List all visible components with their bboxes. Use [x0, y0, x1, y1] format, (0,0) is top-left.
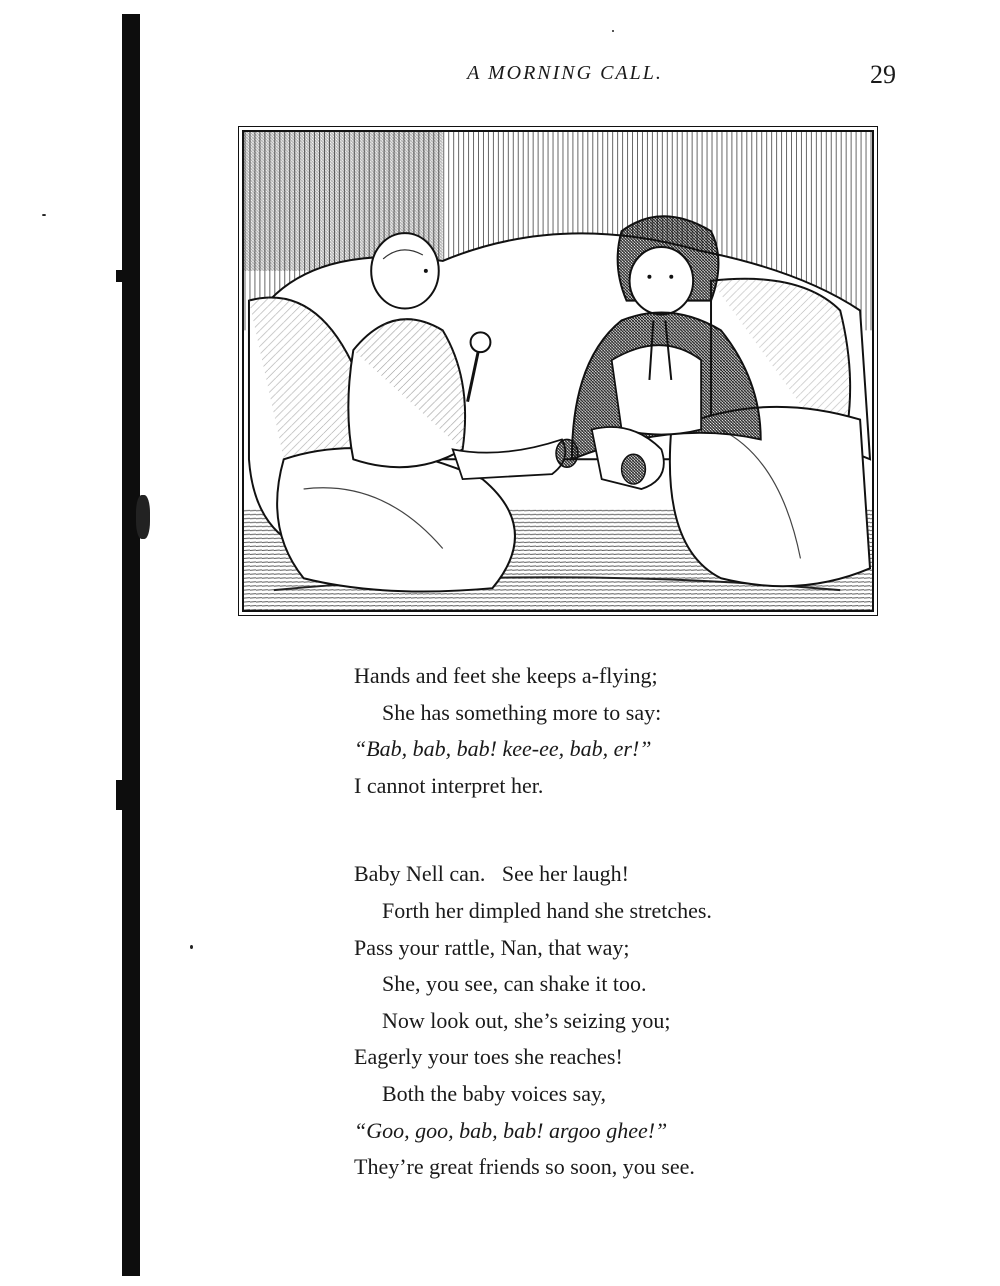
- right-baby-head: [630, 247, 694, 314]
- spine-notch: [116, 270, 124, 282]
- right-baby-shoe: [622, 454, 646, 484]
- poem-line: She has something more to say:: [382, 699, 662, 725]
- engraving-drawing: [244, 132, 872, 610]
- scan-speck: [42, 214, 46, 216]
- right-baby-dress: [612, 345, 701, 434]
- engraving-illustration: [242, 130, 874, 612]
- scan-smudge: [136, 495, 150, 539]
- poem-line: Pass your rattle, Nan, that way;: [354, 934, 630, 960]
- poem-line: “Goo, goo, bab, bab! argoo ghee!”: [354, 1117, 668, 1143]
- poem-line: Baby Nell can. See her laugh!: [354, 861, 629, 887]
- left-baby-head: [371, 233, 439, 308]
- poem: [354, 658, 954, 1186]
- poem-line: Hands and feet she keeps a-flying;: [354, 663, 658, 688]
- spine-notch: [116, 780, 124, 810]
- poem-line: They’re great friends so soon, you see.: [354, 1154, 695, 1180]
- poem-line: I cannot interpret her.: [354, 772, 544, 798]
- book-spine-edge: [122, 14, 140, 1276]
- rattle-head: [471, 332, 491, 352]
- scan-speck: [612, 30, 614, 32]
- poem-line: She, you see, can shake it too.: [382, 971, 647, 997]
- stanza-break: [354, 804, 954, 856]
- poem-line: Eagerly your toes she reaches!: [354, 1044, 623, 1070]
- poem-line: “Bab, bab, bab! kee-ee, bab, er!”: [354, 736, 652, 762]
- poem-line: Now look out, she’s seizing you;: [382, 1007, 671, 1033]
- running-title: A MORNING CALL.: [467, 62, 663, 84]
- page-number: 29: [870, 60, 896, 89]
- poem-line: Forth her dimpled hand she stretches.: [382, 897, 712, 923]
- poem-line: Both the baby voices say,: [382, 1080, 607, 1106]
- scan-speck: [190, 945, 193, 949]
